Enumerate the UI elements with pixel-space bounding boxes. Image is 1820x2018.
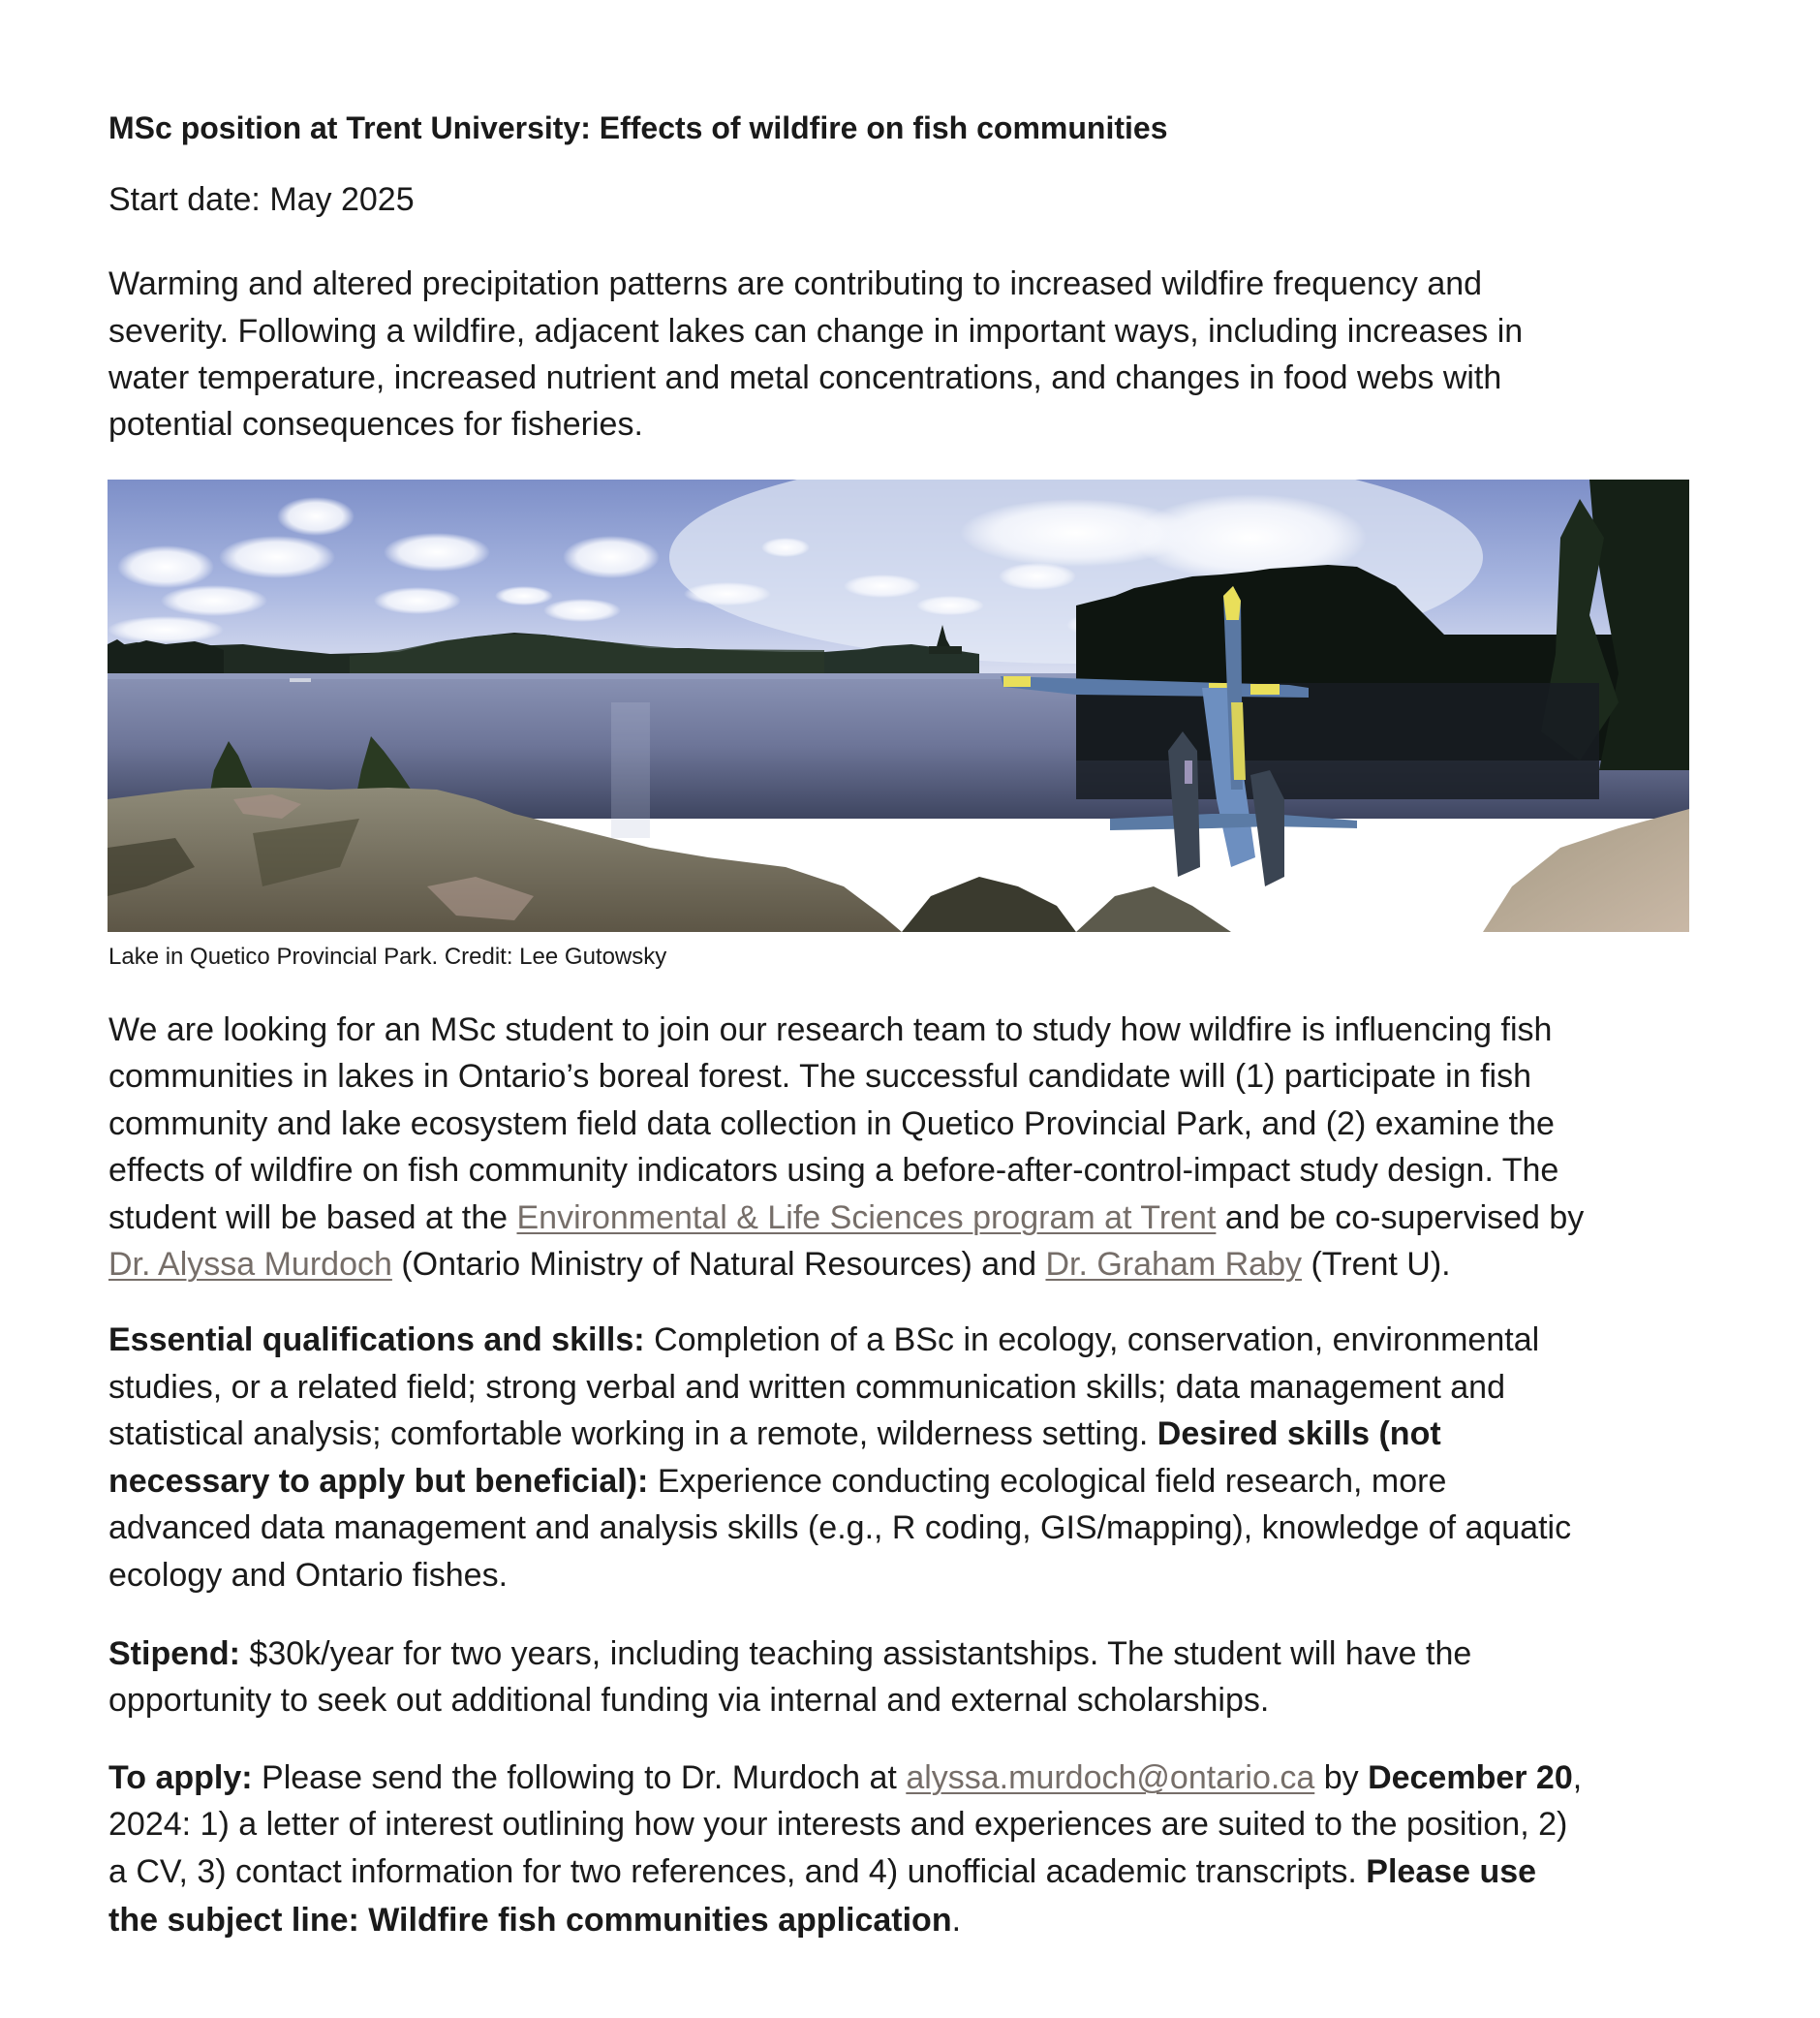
desired-label: necessary to apply but beneficial):	[108, 1463, 649, 1500]
text: (Ontario Ministry of Natural Resources) and	[391, 1246, 1046, 1283]
text: .	[951, 1902, 962, 1939]
subject-instruction: Please use	[1366, 1853, 1537, 1890]
essential-label: Essential qualifications and skills:	[108, 1321, 645, 1358]
qualifications-line	[108, 1317, 1539, 1363]
text: ,	[1572, 1759, 1583, 1796]
text: Completion of a BSc in ecology, conservation, environmental	[644, 1321, 1540, 1358]
apply-line	[108, 1754, 1582, 1801]
stipend-line	[108, 1630, 1471, 1677]
apply-line: 2024: 1) a letter of interest outlining how your interests and experiences are suited to the position, 2)	[108, 1806, 1568, 1843]
description-line: effects of wildfire on fish community indicators using a before-after-control-impact study design. The	[108, 1152, 1559, 1189]
link-env-life-sciences-program[interactable]: Environmental & Life Sciences program at Trent	[516, 1199, 1217, 1236]
apply-line	[108, 1848, 1536, 1895]
apply-label: To apply:	[108, 1759, 253, 1796]
description-line	[108, 1241, 1451, 1288]
stipend-label: Stipend:	[108, 1635, 240, 1672]
description-line: communities in lakes in Ontario’s boreal forest. The successful candidate will (1) participate in fish	[108, 1058, 1531, 1095]
desired-label: Desired skills (not	[1157, 1415, 1441, 1452]
page-title: MSc position at Trent University: Effects of wildfire on fish communities	[108, 110, 1168, 145]
description-line: community and lake ecosystem field data collection in Quetico Provincial Park, and (2) examine the	[108, 1105, 1555, 1142]
text: Please send the following to Dr. Murdoch at	[252, 1759, 907, 1796]
text: Experience conducting ecological field research, more	[648, 1463, 1447, 1500]
text: student will be based at the	[108, 1199, 517, 1236]
text: statistical analysis; comfortable working in a remote, wilderness setting.	[108, 1415, 1157, 1452]
text: and be co-supervised by	[1216, 1199, 1585, 1236]
stipend-line: opportunity to seek out additional funding via internal and external scholarships.	[108, 1682, 1270, 1719]
intro-line: potential consequences for fisheries.	[108, 406, 643, 443]
link-dr-graham-raby[interactable]: Dr. Graham Raby	[1045, 1246, 1302, 1283]
intro-line: water temperature, increased nutrient and metal concentrations, and changes in food webs with	[108, 359, 1502, 396]
photo-caption: Lake in Quetico Provincial Park. Credit: Lee Gutowsky	[108, 944, 667, 970]
start-date: Start date: May 2025	[108, 181, 415, 218]
description-line	[108, 1195, 1584, 1241]
intro-line: severity. Following a wildfire, adjacent lakes can change in important ways, including increases in	[108, 313, 1524, 350]
text: $30k/year for two years, including teaching assistantships. The student will have the	[239, 1635, 1472, 1672]
link-dr-alyssa-murdoch[interactable]: Dr. Alyssa Murdoch	[108, 1246, 392, 1283]
description-line: We are looking for an MSc student to join our research team to study how wildfire is influencing fish	[108, 1011, 1553, 1048]
subject-instruction: the subject line: Wildfire fish communities application	[108, 1902, 952, 1939]
deadline: December 20	[1368, 1759, 1573, 1796]
qualifications-line: advanced data management and analysis skills (e.g., R coding, GIS/mapping), knowledge of aquatic	[108, 1509, 1572, 1546]
text: a CV, 3) contact information for two references, and 4) unofficial academic transcripts.	[108, 1853, 1367, 1890]
qualifications-line: studies, or a related field; strong verbal and written communication skills; data management and	[108, 1369, 1505, 1406]
qualifications-line	[108, 1411, 1441, 1457]
apply-line	[108, 1897, 961, 1943]
qualifications-line: ecology and Ontario fishes.	[108, 1557, 509, 1594]
text: (Trent U).	[1302, 1246, 1451, 1283]
qualifications-line	[108, 1458, 1446, 1505]
email-link[interactable]: alyssa.murdoch@ontario.ca	[906, 1759, 1315, 1796]
lake-photo	[108, 480, 1689, 932]
text: by	[1314, 1759, 1369, 1796]
intro-line: Warming and altered precipitation patterns are contributing to increased wildfire frequency and	[108, 265, 1483, 302]
lake-photo-scene	[108, 480, 1689, 932]
